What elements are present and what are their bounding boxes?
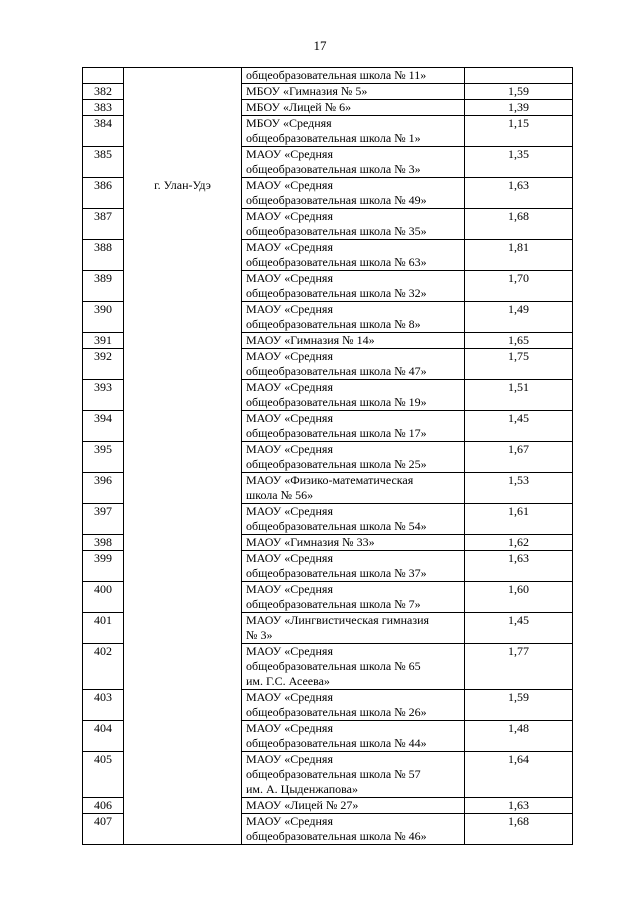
city-cell <box>124 752 242 798</box>
table-row <box>83 68 573 84</box>
school-name-line: МАОУ «Средняя <box>246 178 333 192</box>
school-name-line: МАОУ «Средняя <box>246 380 333 394</box>
value-cell: 1,48 <box>465 721 573 752</box>
table-row <box>83 240 573 271</box>
school-name-line: МАОУ «Лицей № 27» <box>246 798 359 812</box>
city-cell <box>124 411 242 442</box>
row-number-cell: 389 <box>83 271 124 302</box>
table-row <box>83 551 573 582</box>
value-cell: 1,51 <box>465 380 573 411</box>
table-row <box>83 613 573 644</box>
row-number-cell: 404 <box>83 721 124 752</box>
table-row <box>83 100 573 116</box>
school-name-cell <box>242 535 465 551</box>
schools-table <box>82 67 573 845</box>
row-number-cell: 405 <box>83 752 124 798</box>
city-cell <box>124 721 242 752</box>
school-name-cell <box>242 380 465 411</box>
row-number-cell: 398 <box>83 535 124 551</box>
value-cell: 1,15 <box>465 116 573 147</box>
school-name-cell <box>242 178 465 209</box>
table-row <box>83 721 573 752</box>
city-cell <box>124 690 242 721</box>
school-name-line: им. А. Цыденжапова» <box>246 782 358 796</box>
school-name-line: МАОУ «Средняя <box>246 721 333 735</box>
school-name-line: общеобразовательная школа № 8» <box>246 317 421 331</box>
school-name-cell <box>242 100 465 116</box>
school-name-line: МАОУ «Средняя <box>246 240 333 254</box>
school-name-line: школа № 56» <box>246 488 314 502</box>
city-cell <box>124 613 242 644</box>
value-cell: 1,75 <box>465 349 573 380</box>
row-number-cell: 395 <box>83 442 124 473</box>
school-name-cell <box>242 209 465 240</box>
row-number-cell: 393 <box>83 380 124 411</box>
school-name-line: МАОУ «Средняя <box>246 690 333 704</box>
school-name-cell <box>242 302 465 333</box>
value-cell: 1,63 <box>465 551 573 582</box>
table-row <box>83 209 573 240</box>
school-name-line: МБОУ «Гимназия № 5» <box>246 84 368 98</box>
table-row <box>83 752 573 798</box>
school-name-cell <box>242 752 465 798</box>
school-name-line: № 3» <box>246 628 273 642</box>
school-name-line: общеобразовательная школа № 3» <box>246 162 421 176</box>
school-name-line: МАОУ «Лингвистическая гимназия <box>246 613 430 627</box>
school-name-line: МАОУ «Средняя <box>246 551 333 565</box>
page-number: 17 <box>313 38 327 53</box>
city-cell <box>124 333 242 349</box>
city-cell <box>124 504 242 535</box>
value-cell: 1,65 <box>465 333 573 349</box>
school-name-cell <box>242 690 465 721</box>
value-cell: 1,81 <box>465 240 573 271</box>
table-row <box>83 442 573 473</box>
school-name-cell <box>242 68 465 84</box>
school-name-line: общеобразовательная школа № 46» <box>246 829 427 843</box>
value-cell: 1,49 <box>465 302 573 333</box>
row-number-cell: 388 <box>83 240 124 271</box>
value-cell: 1,39 <box>465 100 573 116</box>
school-name-cell <box>242 613 465 644</box>
school-name-cell <box>242 721 465 752</box>
city-cell <box>124 551 242 582</box>
school-name-line: общеобразовательная школа № 1» <box>246 131 421 145</box>
school-name-line: МАОУ «Средняя <box>246 814 333 828</box>
school-name-cell <box>242 84 465 100</box>
table-row <box>83 582 573 613</box>
school-name-line: МАОУ «Средняя <box>246 411 333 425</box>
school-name-line: МАОУ «Средняя <box>246 302 333 316</box>
row-number-cell: 392 <box>83 349 124 380</box>
row-number-cell: 383 <box>83 100 124 116</box>
value-cell: 1,59 <box>465 690 573 721</box>
value-cell: 1,60 <box>465 582 573 613</box>
school-name-cell <box>242 147 465 178</box>
row-number-cell <box>83 68 124 84</box>
school-name-line: МАОУ «Гимназия № 33» <box>246 535 375 549</box>
table-row <box>83 116 573 147</box>
school-name-line: МАОУ «Средняя <box>246 209 333 223</box>
school-name-line: общеобразовательная школа № 65 <box>246 659 421 673</box>
city-cell <box>124 380 242 411</box>
city-cell <box>124 271 242 302</box>
table-row <box>83 473 573 504</box>
school-name-line: общеобразовательная школа № 35» <box>246 224 427 238</box>
school-name-line: общеобразовательная школа № 7» <box>246 597 421 611</box>
city-cell <box>124 814 242 845</box>
school-name-line: МАОУ «Средняя <box>246 752 333 766</box>
row-number-cell: 402 <box>83 644 124 690</box>
school-name-cell <box>242 411 465 442</box>
value-cell: 1,77 <box>465 644 573 690</box>
city-cell <box>124 84 242 100</box>
school-name-line: МАОУ «Средняя <box>246 644 333 658</box>
city-cell <box>124 535 242 551</box>
city-cell <box>124 473 242 504</box>
city-cell <box>124 68 242 84</box>
row-number-cell: 394 <box>83 411 124 442</box>
school-name-line: общеобразовательная школа № 19» <box>246 395 427 409</box>
school-name-line: общеобразовательная школа № 57 <box>246 767 421 781</box>
school-name-line: общеобразовательная школа № 47» <box>246 364 427 378</box>
table-row <box>83 333 573 349</box>
value-cell: 1,64 <box>465 752 573 798</box>
school-name-line: общеобразовательная школа № 54» <box>246 519 427 533</box>
table-row <box>83 271 573 302</box>
table-row <box>83 690 573 721</box>
table-row <box>83 147 573 178</box>
row-number-cell: 387 <box>83 209 124 240</box>
value-cell: 1,68 <box>465 814 573 845</box>
school-name-cell <box>242 814 465 845</box>
school-name-line: общеобразовательная школа № 32» <box>246 286 427 300</box>
row-number-cell: 397 <box>83 504 124 535</box>
value-cell: 1,45 <box>465 411 573 442</box>
school-name-cell <box>242 271 465 302</box>
city-cell <box>124 442 242 473</box>
table-row <box>83 504 573 535</box>
school-name-line: МАОУ «Средняя <box>246 147 333 161</box>
school-name-line: МАОУ «Средняя <box>246 582 333 596</box>
school-name-cell <box>242 644 465 690</box>
row-number-cell: 390 <box>83 302 124 333</box>
table-row <box>83 411 573 442</box>
table-row <box>83 644 573 690</box>
school-name-line: общеобразовательная школа № 63» <box>246 255 427 269</box>
table-row <box>83 798 573 814</box>
school-name-cell <box>242 333 465 349</box>
row-number-cell: 396 <box>83 473 124 504</box>
city-cell <box>124 240 242 271</box>
row-number-cell: 385 <box>83 147 124 178</box>
value-cell: 1,67 <box>465 442 573 473</box>
table-row <box>83 178 573 209</box>
school-name-cell <box>242 442 465 473</box>
value-cell: 1,68 <box>465 209 573 240</box>
school-name-cell <box>242 349 465 380</box>
value-cell: 1,62 <box>465 535 573 551</box>
school-name-line: общеобразовательная школа № 37» <box>246 566 427 580</box>
value-cell: 1,59 <box>465 84 573 100</box>
school-name-line: общеобразовательная школа № 17» <box>246 426 427 440</box>
table-row <box>83 535 573 551</box>
table-row <box>83 84 573 100</box>
row-number-cell: 382 <box>83 84 124 100</box>
school-name-cell <box>242 116 465 147</box>
school-name-line: общеобразовательная школа № 11» <box>246 68 427 82</box>
city-cell: г. Улан-Удэ <box>124 178 242 209</box>
school-name-line: МАОУ «Гимназия № 14» <box>246 333 375 347</box>
table-row <box>83 302 573 333</box>
table-row <box>83 814 573 845</box>
row-number-cell: 386 <box>83 178 124 209</box>
school-name-cell <box>242 798 465 814</box>
row-number-cell: 384 <box>83 116 124 147</box>
row-number-cell: 399 <box>83 551 124 582</box>
row-number-cell: 400 <box>83 582 124 613</box>
school-name-line: МБОУ «Средняя <box>246 116 332 130</box>
row-number-cell: 407 <box>83 814 124 845</box>
school-name-line: МАОУ «Средняя <box>246 349 333 363</box>
row-number-cell: 403 <box>83 690 124 721</box>
school-name-line: МАОУ «Средняя <box>246 271 333 285</box>
table-row <box>83 349 573 380</box>
value-cell: 1,53 <box>465 473 573 504</box>
school-name-line: МАОУ «Физико-математическая <box>246 473 414 487</box>
city-cell <box>124 302 242 333</box>
city-cell <box>124 582 242 613</box>
school-name-line: общеобразовательная школа № 44» <box>246 736 427 750</box>
city-cell <box>124 798 242 814</box>
value-cell: 1,61 <box>465 504 573 535</box>
value-cell: 1,63 <box>465 178 573 209</box>
row-number-cell: 391 <box>83 333 124 349</box>
school-name-cell <box>242 473 465 504</box>
city-cell <box>124 209 242 240</box>
school-name-line: им. Г.С. Асеева» <box>246 674 330 688</box>
school-name-line: общеобразовательная школа № 25» <box>246 457 427 471</box>
city-cell <box>124 644 242 690</box>
value-cell: 1,45 <box>465 613 573 644</box>
table-row <box>83 380 573 411</box>
school-name-line: МАОУ «Средняя <box>246 504 333 518</box>
city-cell <box>124 147 242 178</box>
school-name-cell <box>242 551 465 582</box>
value-cell: 1,63 <box>465 798 573 814</box>
school-name-line: общеобразовательная школа № 26» <box>246 705 427 719</box>
city-cell <box>124 349 242 380</box>
value-cell: 1,35 <box>465 147 573 178</box>
value-cell <box>465 68 573 84</box>
city-cell <box>124 116 242 147</box>
school-name-cell <box>242 504 465 535</box>
school-name-cell <box>242 240 465 271</box>
school-name-line: МАОУ «Средняя <box>246 442 333 456</box>
row-number-cell: 401 <box>83 613 124 644</box>
row-number-cell: 406 <box>83 798 124 814</box>
school-name-cell <box>242 582 465 613</box>
city-cell <box>124 100 242 116</box>
school-name-line: МБОУ «Лицей № 6» <box>246 100 352 114</box>
school-name-line: общеобразовательная школа № 49» <box>246 193 427 207</box>
value-cell: 1,70 <box>465 271 573 302</box>
